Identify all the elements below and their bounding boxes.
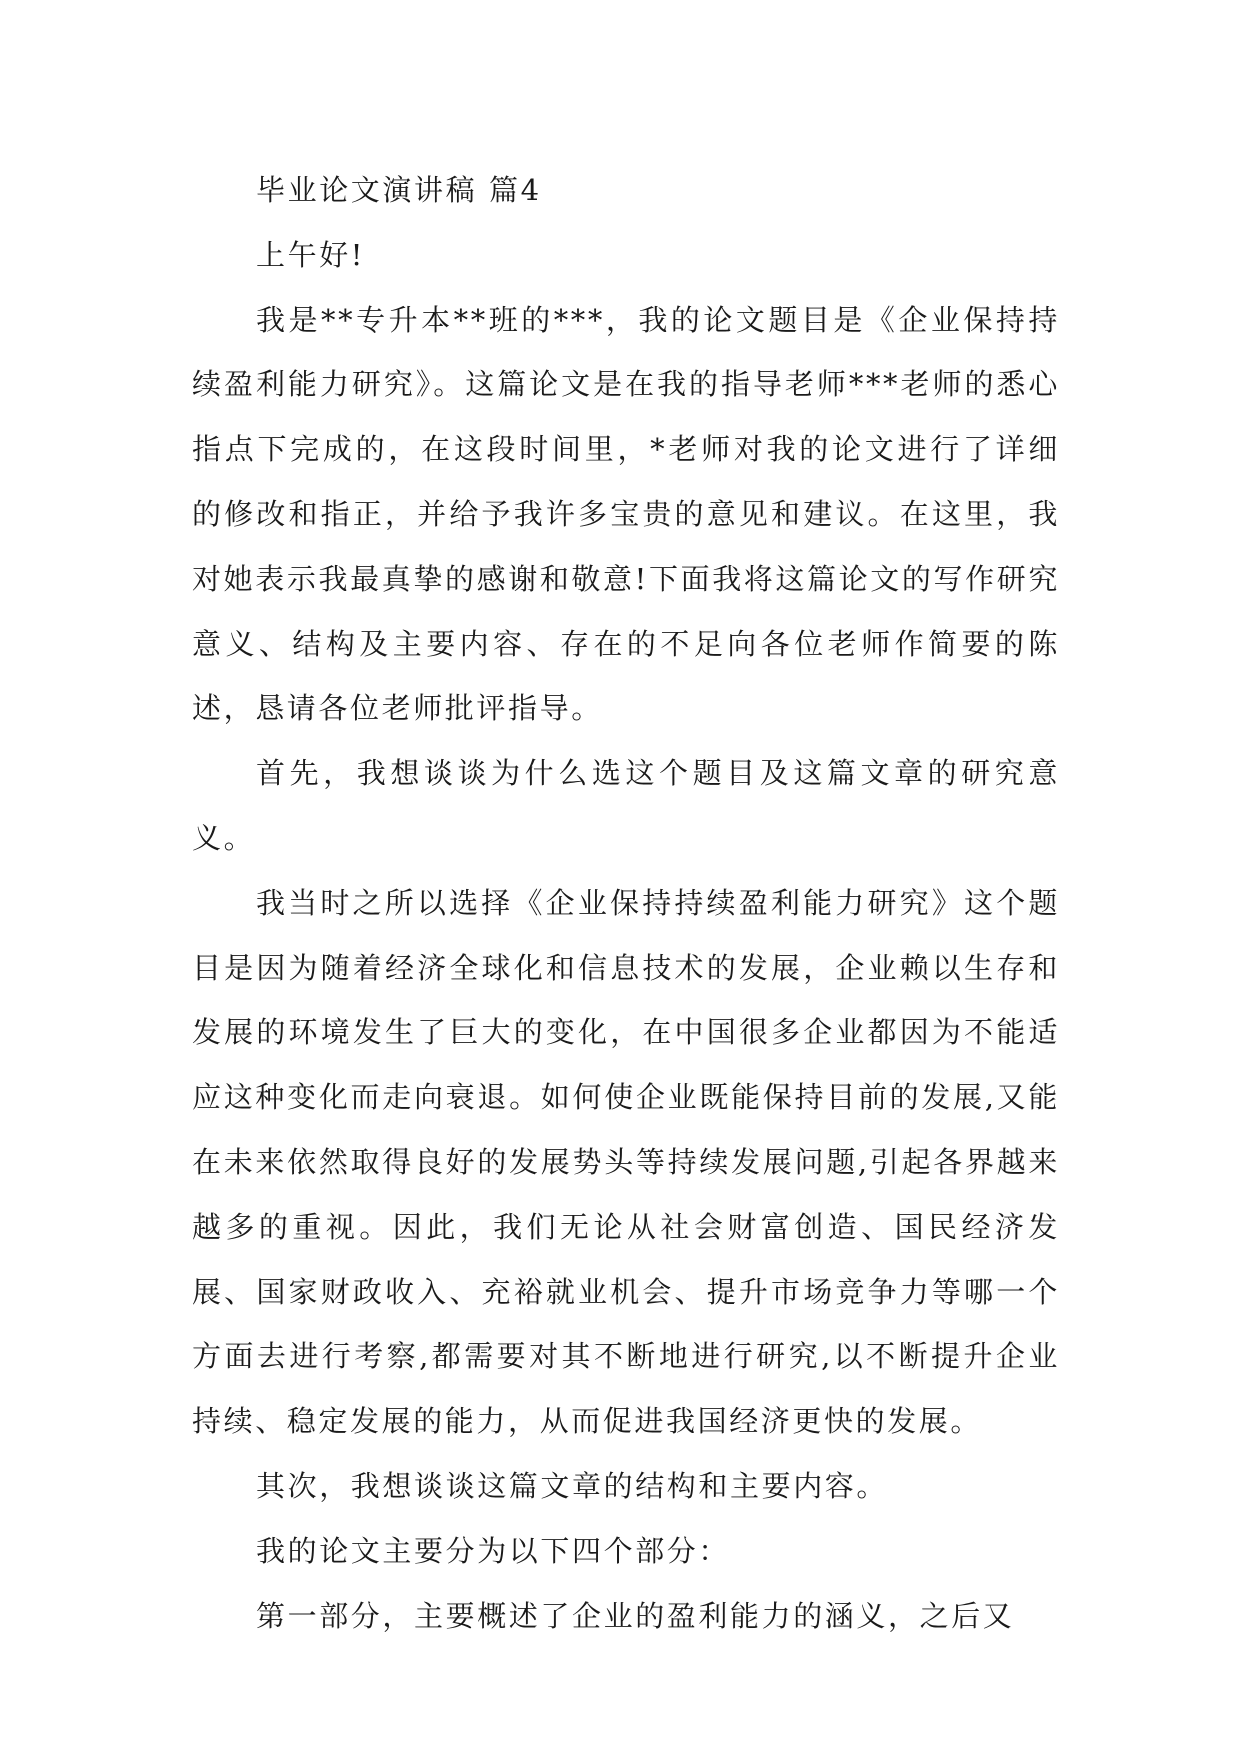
- paragraph-significance-body: 我当时之所以选择《企业保持持续盈利能力研究》这个题目是因为随着经济全球化和信息技术的发展，企业赖以生存和发展的环境发生了巨大的变化，在中国很多企业都因为不能适应这种变化而走向衰退。如何使企业既能保持目前的发展,又能在未来依然取得良好的发展势头等持续发展问题,引起各界越来越多的重视。因此，我们无论从社会财富创造、国民经济发展、国家财政收入、充裕就业机会、提升市场竞争力等哪一个方面去进行考察,都需要对其不断地进行研究,以不断提升企业持续、稳定发展的能力，从而促进我国经济更快的发展。: [192, 885, 1060, 1439]
- document-body: [192, 158, 1060, 1648]
- paragraph-structure-intro: 其次，我想谈谈这篇文章的结构和主要内容。: [256, 1468, 889, 1503]
- paragraph-significance-intro: 首先，我想谈谈为什么选这个题目及这篇文章的研究意义。: [192, 756, 1060, 855]
- paragraph-part-one: 第一部分，主要概述了企业的盈利能力的涵义，之后又: [256, 1598, 1015, 1633]
- paragraph-greeting: 上午好!: [256, 237, 366, 272]
- paragraph-introduction: 我是**专升本**班的***，我的论文题目是《企业保持持续盈利能力研究》。这篇论文是在我的指导老师***老师的悉心指点下完成的，在这段时间里，*老师对我的论文进行了详细的修改和指正，并给予我许多宝贵的意见和建议。在这里，我对她表示我最真挚的感谢和敬意!下面我将这篇论文的写作研究意义、结构及主要内容、存在的不足向各位老师作简要的陈述，恳请各位老师批评指导。: [192, 302, 1060, 726]
- document-heading: 毕业论文演讲稿 篇4: [256, 173, 542, 207]
- paragraph-four-parts: 我的论文主要分为以下四个部分：: [256, 1533, 731, 1568]
